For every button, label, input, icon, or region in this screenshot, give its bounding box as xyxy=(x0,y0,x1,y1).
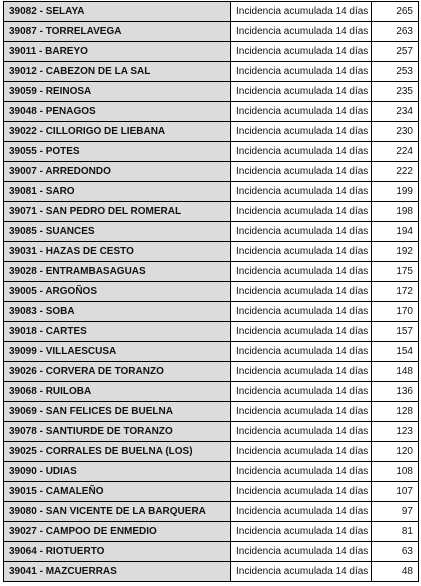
indicator-cell: Incidencia acumulada 14 días xyxy=(231,382,372,402)
municipality-cell: 39018 - CARTES xyxy=(4,322,231,342)
municipality-cell: 39099 - VILLAESCUSA xyxy=(4,342,231,362)
municipality-cell: 39082 - SELAYA xyxy=(4,2,231,22)
indicator-cell: Incidencia acumulada 14 días xyxy=(231,422,372,442)
municipality-cell: 39085 - SUANCES xyxy=(4,222,231,242)
municipality-cell: 39078 - SANTIURDE DE TORANZO xyxy=(4,422,231,442)
table-row xyxy=(4,442,419,462)
municipality-cell: 39012 - CABEZON DE LA SAL xyxy=(4,62,231,82)
indicator-cell: Incidencia acumulada 14 días xyxy=(231,102,372,122)
table-row xyxy=(4,482,419,502)
value-cell: 257 xyxy=(372,42,419,62)
table-row xyxy=(4,282,419,302)
municipality-cell: 39007 - ARREDONDO xyxy=(4,162,231,182)
indicator-cell: Incidencia acumulada 14 días xyxy=(231,22,372,42)
table-row xyxy=(4,202,419,222)
municipality-cell: 39064 - RIOTUERTO xyxy=(4,542,231,562)
value-cell: 172 xyxy=(372,282,419,302)
value-cell: 148 xyxy=(372,362,419,382)
value-cell: 157 xyxy=(372,322,419,342)
indicator-cell: Incidencia acumulada 14 días xyxy=(231,502,372,522)
table-row xyxy=(4,62,419,82)
municipality-cell: 39069 - SAN FELICES DE BUELNA xyxy=(4,402,231,422)
value-cell: 136 xyxy=(372,382,419,402)
indicator-cell: Incidencia acumulada 14 días xyxy=(231,362,372,382)
municipality-cell: 39011 - BAREYO xyxy=(4,42,231,62)
indicator-cell: Incidencia acumulada 14 días xyxy=(231,222,372,242)
value-cell: 154 xyxy=(372,342,419,362)
table-row xyxy=(4,542,419,562)
table-row xyxy=(4,22,419,42)
table-row xyxy=(4,142,419,162)
table-row xyxy=(4,302,419,322)
table-row xyxy=(4,242,419,262)
table-row xyxy=(4,462,419,482)
value-cell: 48 xyxy=(372,562,419,582)
municipality-cell: 39080 - SAN VICENTE DE LA BARQUERA xyxy=(4,502,231,522)
indicator-cell: Incidencia acumulada 14 días xyxy=(231,322,372,342)
table-row xyxy=(4,522,419,542)
table-row xyxy=(4,502,419,522)
value-cell: 198 xyxy=(372,202,419,222)
municipality-cell: 39026 - CORVERA DE TORANZO xyxy=(4,362,231,382)
municipality-cell: 39025 - CORRALES DE BUELNA (LOS) xyxy=(4,442,231,462)
indicator-cell: Incidencia acumulada 14 días xyxy=(231,482,372,502)
indicator-cell: Incidencia acumulada 14 días xyxy=(231,202,372,222)
value-cell: 107 xyxy=(372,482,419,502)
value-cell: 81 xyxy=(372,522,419,542)
municipality-cell: 39081 - SARO xyxy=(4,182,231,202)
indicator-cell: Incidencia acumulada 14 días xyxy=(231,522,372,542)
table-row xyxy=(4,562,419,582)
value-cell: 199 xyxy=(372,182,419,202)
indicator-cell: Incidencia acumulada 14 días xyxy=(231,182,372,202)
table-row xyxy=(4,162,419,182)
municipality-cell: 39059 - REINOSA xyxy=(4,82,231,102)
table-row xyxy=(4,382,419,402)
municipality-cell: 39031 - HAZAS DE CESTO xyxy=(4,242,231,262)
municipality-cell: 39083 - SOBA xyxy=(4,302,231,322)
value-cell: 123 xyxy=(372,422,419,442)
municipality-cell: 39041 - MAZCUERRAS xyxy=(4,562,231,582)
indicator-cell: Incidencia acumulada 14 días xyxy=(231,402,372,422)
table-row xyxy=(4,422,419,442)
indicator-cell: Incidencia acumulada 14 días xyxy=(231,262,372,282)
value-cell: 230 xyxy=(372,122,419,142)
value-cell: 175 xyxy=(372,262,419,282)
indicator-cell: Incidencia acumulada 14 días xyxy=(231,342,372,362)
indicator-cell: Incidencia acumulada 14 días xyxy=(231,242,372,262)
indicator-cell: Incidencia acumulada 14 días xyxy=(231,82,372,102)
table-row xyxy=(4,342,419,362)
value-cell: 97 xyxy=(372,502,419,522)
value-cell: 234 xyxy=(372,102,419,122)
indicator-cell: Incidencia acumulada 14 días xyxy=(231,42,372,62)
table-row xyxy=(4,102,419,122)
value-cell: 192 xyxy=(372,242,419,262)
indicator-cell: Incidencia acumulada 14 días xyxy=(231,282,372,302)
municipality-cell: 39071 - SAN PEDRO DEL ROMERAL xyxy=(4,202,231,222)
table-row xyxy=(4,42,419,62)
indicator-cell: Incidencia acumulada 14 días xyxy=(231,542,372,562)
incidence-table xyxy=(3,1,419,582)
indicator-cell: Incidencia acumulada 14 días xyxy=(231,302,372,322)
value-cell: 222 xyxy=(372,162,419,182)
value-cell: 224 xyxy=(372,142,419,162)
municipality-cell: 39022 - CILLORIGO DE LIEBANA xyxy=(4,122,231,142)
table-body xyxy=(4,2,419,582)
table-row xyxy=(4,2,419,22)
municipality-cell: 39090 - UDIAS xyxy=(4,462,231,482)
indicator-cell: Incidencia acumulada 14 días xyxy=(231,442,372,462)
indicator-cell: Incidencia acumulada 14 días xyxy=(231,122,372,142)
table-row xyxy=(4,82,419,102)
value-cell: 253 xyxy=(372,62,419,82)
municipality-cell: 39015 - CAMALEÑO xyxy=(4,482,231,502)
indicator-cell: Incidencia acumulada 14 días xyxy=(231,462,372,482)
table-row xyxy=(4,182,419,202)
indicator-cell: Incidencia acumulada 14 días xyxy=(231,562,372,582)
value-cell: 263 xyxy=(372,22,419,42)
indicator-cell: Incidencia acumulada 14 días xyxy=(231,62,372,82)
indicator-cell: Incidencia acumulada 14 días xyxy=(231,142,372,162)
municipality-cell: 39087 - TORRELAVEGA xyxy=(4,22,231,42)
table-row xyxy=(4,262,419,282)
municipality-cell: 39068 - RUILOBA xyxy=(4,382,231,402)
indicator-cell: Incidencia acumulada 14 días xyxy=(231,2,372,22)
table-row xyxy=(4,122,419,142)
value-cell: 170 xyxy=(372,302,419,322)
municipality-cell: 39048 - PENAGOS xyxy=(4,102,231,122)
municipality-cell: 39005 - ARGOÑOS xyxy=(4,282,231,302)
value-cell: 63 xyxy=(372,542,419,562)
municipality-cell: 39027 - CAMPOO DE ENMEDIO xyxy=(4,522,231,542)
value-cell: 194 xyxy=(372,222,419,242)
value-cell: 128 xyxy=(372,402,419,422)
indicator-cell: Incidencia acumulada 14 días xyxy=(231,162,372,182)
table-row xyxy=(4,222,419,242)
municipality-cell: 39028 - ENTRAMBASAGUAS xyxy=(4,262,231,282)
table-row xyxy=(4,402,419,422)
municipality-cell: 39055 - POTES xyxy=(4,142,231,162)
value-cell: 108 xyxy=(372,462,419,482)
table-row xyxy=(4,362,419,382)
value-cell: 265 xyxy=(372,2,419,22)
value-cell: 235 xyxy=(372,82,419,102)
table-row xyxy=(4,322,419,342)
value-cell: 120 xyxy=(372,442,419,462)
